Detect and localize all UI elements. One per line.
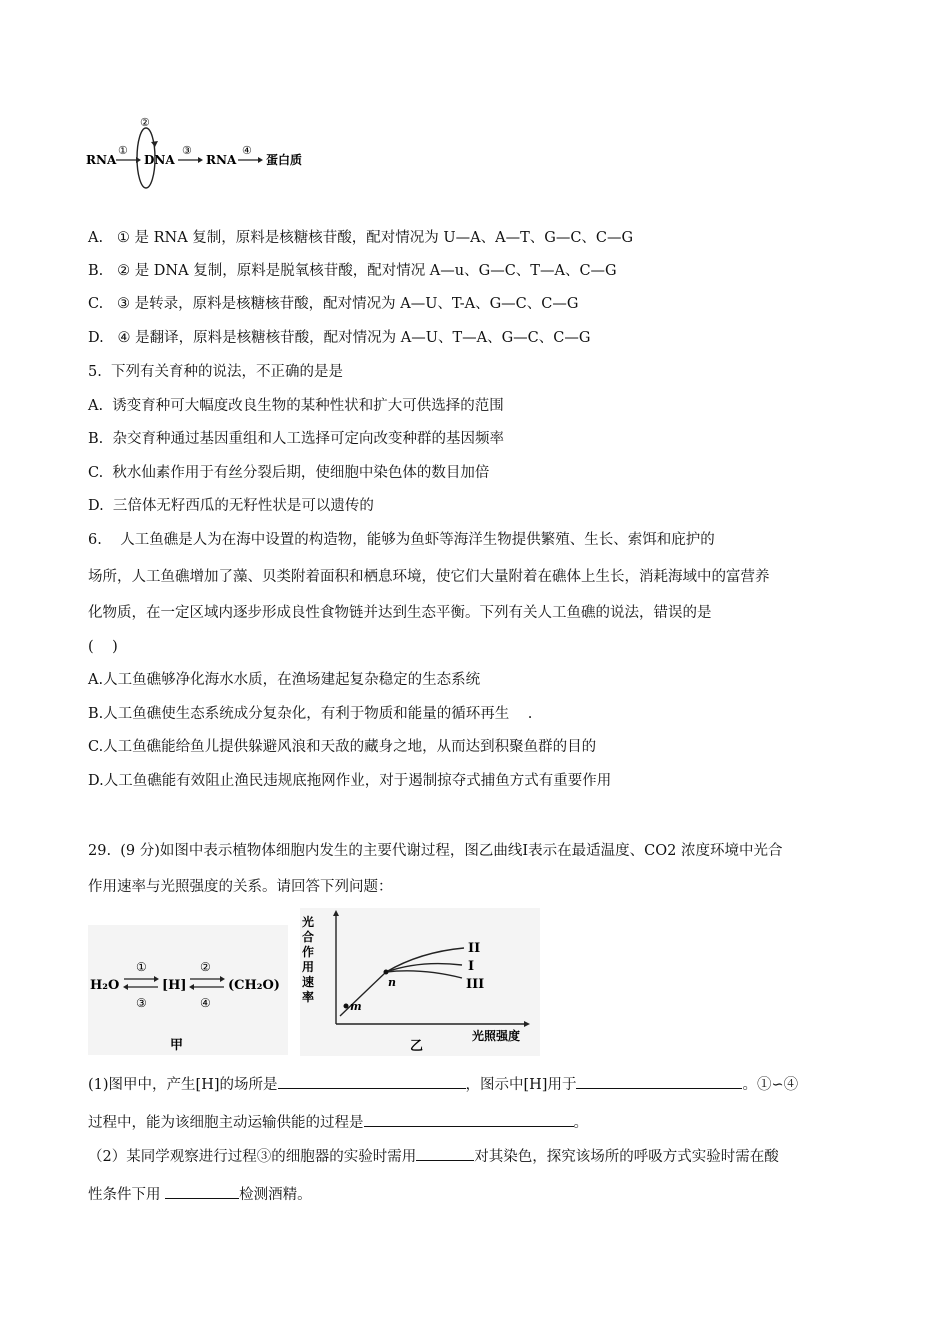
answer-blank-stain[interactable] (416, 1144, 474, 1161)
answer-blank-h-use[interactable] (576, 1072, 742, 1089)
q6-paren: ( ) (88, 639, 118, 655)
answer-blank-alcohol-reagent[interactable] (165, 1182, 239, 1199)
arrow-3-head (198, 157, 203, 163)
q29-sub1-text-e: 。 (573, 1115, 588, 1131)
answer-blank-energy-process[interactable] (364, 1110, 574, 1127)
dna-label: DNA (144, 153, 175, 167)
jia-caption: 甲 (170, 1038, 184, 1053)
q29-sub1-line2 (88, 1110, 588, 1133)
q4-option-c: C. ③ 是转录，原料是核糖核苷酸，配对情况为 A—U、T-A、G—C、C—G (88, 296, 579, 312)
yi-ylabel-6: 率 (302, 990, 315, 1004)
jia-circle4: ④ (200, 996, 211, 1010)
q5-option-d: D. 三倍体无籽西瓜的无籽性状是可以遗传的 (88, 498, 374, 514)
yi-ylabel-5: 速 (302, 975, 315, 989)
q5-option-a: A. 诱变育种可大幅度改良生物的某种性状和扩大可供选择的范围 (88, 398, 504, 414)
answer-blank-h-site[interactable] (278, 1072, 466, 1089)
q6-stem-line3: 化物质，在一定区域内逐步形成良性食物链并达到生态平衡。下列有关人工鱼礁的说法，错误的是 (88, 605, 712, 621)
q6-option-d: D.人工鱼礁能有效阻止渔民违规底拖网作业，对于遏制掠夺式捕鱼方式有重要作用 (88, 773, 612, 789)
jia-h2o: H₂O (90, 978, 120, 993)
jia-circle3: ③ (136, 996, 147, 1010)
q29-stem-line2: 作用速率与光照强度的关系。请回答下列问题： (88, 879, 393, 895)
step2-label: ② (140, 116, 150, 129)
q4-option-d: D. ④ 是翻译，原料是核糖核苷酸，配对情况为 A—U、T—A、G—C、C—G (88, 330, 591, 346)
yi-ylabel-4: 用 (302, 960, 315, 974)
arrow-4-head (258, 157, 263, 163)
yi-label-iii: III (466, 977, 485, 992)
protein-label: 蛋白质 (266, 153, 303, 167)
q29-sub2-text-b: 对其染色，探究该场所的呼吸方式实验时需在酸 (474, 1149, 779, 1165)
loop-arrow-head (151, 141, 158, 147)
q6-option-b: B.人工鱼礁使生态系统成分复杂化，有利于物质和能量的循环再生 . (88, 706, 533, 722)
yi-label-m: m (350, 1000, 362, 1013)
jia-ch2o: (CH₂O) (228, 978, 280, 993)
q29-sub2-text-d: 检测酒精。 (239, 1187, 312, 1203)
q29-sub2-text-c: 性条件下用 (88, 1187, 166, 1203)
figure-yi (300, 908, 540, 1056)
q5-option-b: B. 杂交育种通过基因重组和人工选择可定向改变种群的基因频率 (88, 431, 504, 447)
step3-label: ③ (182, 144, 192, 157)
yi-point-n (384, 970, 389, 975)
q29-stem-line1: 29. (9 分)如图中表示植物体细胞内发生的主要代谢过程，图乙曲线Ⅰ表示在最适温度、CO2 浓度环境中光合 (88, 843, 783, 859)
q6-option-a: A.人工鱼礁够净化海水水质，在渔场建起复杂稳定的生态系统 (88, 672, 481, 688)
jia-h: [H] (162, 978, 187, 993)
q29-sub2-line2 (88, 1182, 312, 1205)
q29-sub1-text-b: ，图示中[H]用于 (465, 1077, 577, 1093)
yi-caption: 乙 (410, 1039, 424, 1054)
q6-stem-line2: 场所，人工鱼礁增加了藻、贝类附着面积和栖息环境，使它们大量附着在礁体上生长，消耗海域中的富营养 (88, 569, 770, 585)
q4-option-b: B. ② 是 DNA 复制，原料是脱氧核苷酸，配对情况 A—u、G—C、T—A、C—G (88, 263, 617, 279)
jia-circle2: ② (200, 960, 211, 974)
q6-stem-line1: 6. 人工鱼礁是人为在海中设置的构造物，能够为鱼虾等海洋生物提供繁殖、生长、索饵和庇护的 (88, 532, 715, 548)
yi-point-m (344, 1004, 349, 1009)
q5-stem: 5. 下列有关育种的说法，不正确的是是 (88, 364, 344, 380)
figure-jia (88, 925, 288, 1055)
rna-right-label: RNA (206, 153, 237, 167)
q29-sub1-text-a: (1)图甲中，产生[H]的场所是 (88, 1077, 278, 1093)
yi-ylabel-3: 作 (302, 945, 315, 959)
q29-sub1-text-d: 过程中，能为该细胞主动运输供能的过程是 (88, 1115, 364, 1131)
q4-option-a: A. ① 是 RNA 复制，原料是核糖核苷酸，配对情况为 U—A、A—T、G—C、C—G (88, 230, 634, 246)
q29-sub2-text-a: （2）某同学观察进行过程③的细胞器的实验时需用 (88, 1149, 417, 1165)
q29-sub1-text-c: 。①∽④ (742, 1077, 799, 1093)
q6-option-c: C.人工鱼礁能给鱼儿提供躲避风浪和天敌的藏身之地，从而达到积聚鱼群的目的 (88, 739, 597, 755)
central-dogma-figure (86, 112, 316, 194)
step4-label: ④ (242, 144, 252, 157)
q29-sub2-line1 (88, 1144, 779, 1167)
yi-label-n: n (388, 976, 396, 989)
yi-label-ii: II (468, 941, 481, 956)
yi-xlabel: 光照强度 (472, 1029, 521, 1043)
rna-left-label: RNA (86, 153, 117, 167)
yi-label-i: I (468, 959, 475, 974)
jia-circle1: ① (136, 960, 147, 974)
q5-option-c: C. 秋水仙素作用于有丝分裂后期，使细胞中染色体的数目加倍 (88, 465, 490, 481)
q29-sub1-line1 (88, 1072, 798, 1095)
yi-ylabel-2: 合 (302, 930, 315, 944)
step1-label: ① (118, 144, 128, 157)
yi-ylabel-1: 光 (302, 915, 315, 929)
